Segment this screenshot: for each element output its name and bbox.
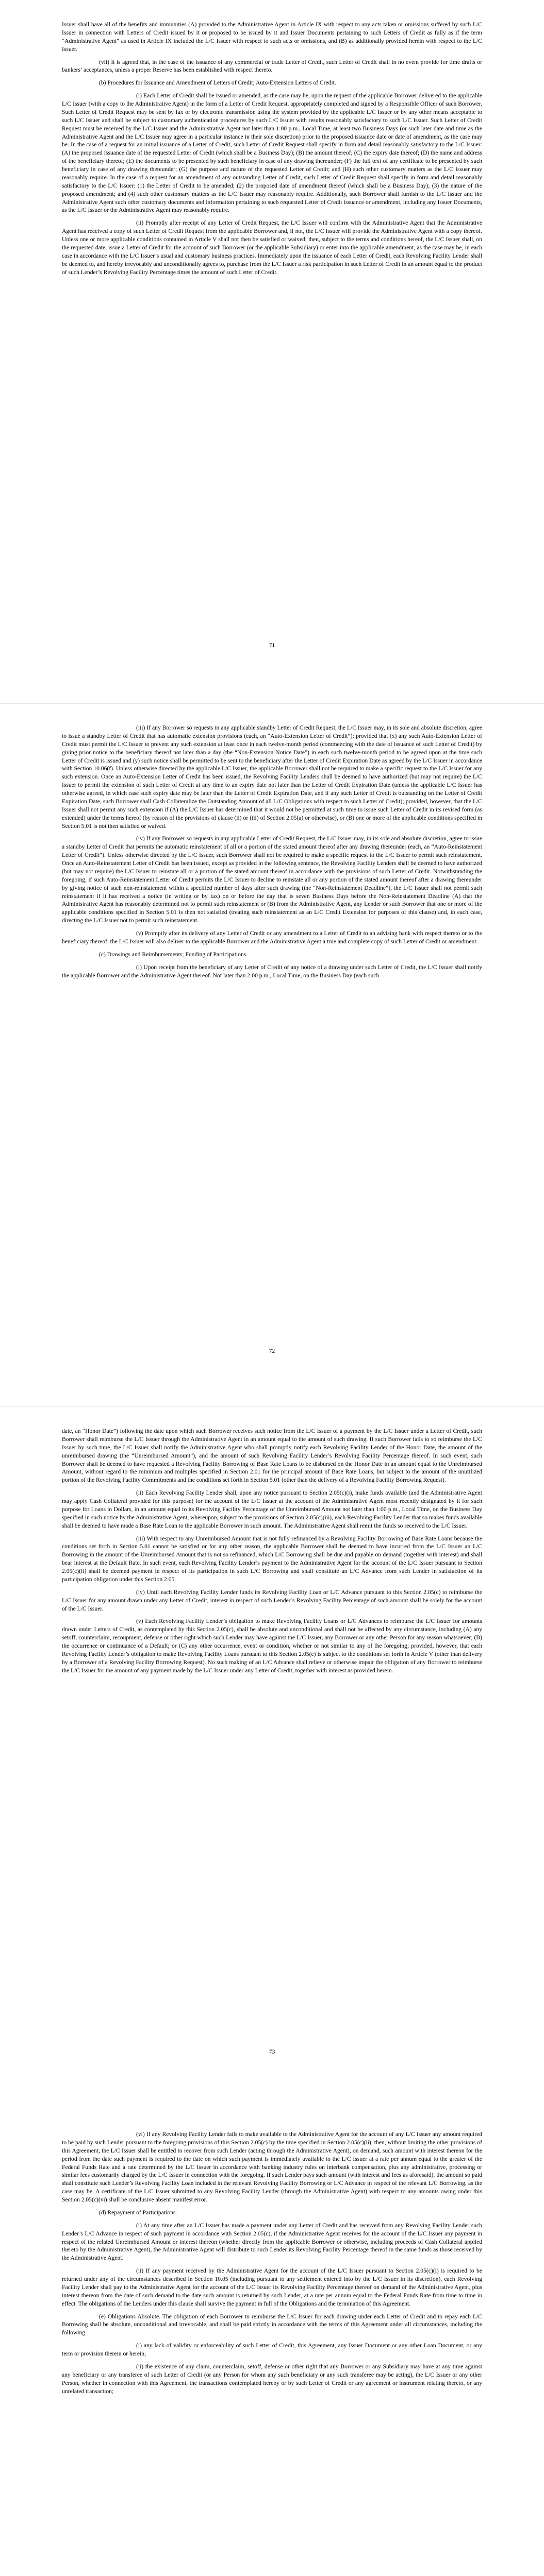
paragraph: (vi) If any Revolving Facility Lender fails to make available to the Administrative Agent for the account of any L/C Issuer any amount required to be paid by such Lender pursuant to the foregoing provisions of this Section 2.05(c) by the time specified in Section 2.05(c)(ii), then, without limiting the other provisions of this Agreement, the L/C Issuer shall be entitled to recover from such Lender (acting through the Administrative Agent), on demand, such amount with interest thereon for the period from the date such payment is required to the date on which such payment is immediately available to the L/C Issuer at a rate per annum equal to the greater of the Federal Funds Rate and a rate determined by the L/C Issuer in accordance with banking industry rules on interbank compensation, plus any administrative, processing or similar fees customarily charged by the L/C Issuer in connection with the foregoing. If such Lender pays such amount (with interest and fees as aforesaid), the amount so paid shall constitute such Lender’s Revolving Facility Loan included in the relevant Revolving Facility Borrowing or L/C Advance in respect of the relevant L/C Borrowing, as the case may be. A certificate of the L/C Issuer submitted to any Revolving Facility Lender (through the Administrative Agent) with respect to any amounts owing under this Section 2.05(c)(vi) shall be conclusive absent manifest error. — [62, 2131, 482, 2203]
paragraph: (iv) If any Borrower so requests in any applicable Letter of Credit Request, the L/C Issuer may, in its sole and absolute discretion, agree to issue a standby Letter of Credit that permits the automatic reinstatement of all or a portion of the stated amount thereof after any drawing thereunder (each, an “Auto-Reinstatement Letter of Credit”). Unless otherwise directed by the L/C Issuer, such Borrower shall not be required to make a specific request to the L/C Issuer to permit such reinstatement. Once an Auto-Reinstatement Letter of Credit has been issued, except as provided in the following sentence, the Revolving Facility Lenders shall be deemed to have authorized (but may not require) the L/C Issuer to reinstate all or a portion of the stated amount thereof in accordance with the provisions of such Letter of Credit. Notwithstanding the foregoing, if such Auto-Reinstatement Letter of Credit permits the L/C Issuer to decline to reinstate all or any portion of the stated amount thereof after a drawing thereunder by giving notice of such non-reinstatement within a specified number of days after such drawing (the “Non-Reinstatement Deadline”), the L/C Issuer shall not permit such reinstatement if it has received a notice (in writing or by fax) on or before the day that is seven Business Days before the Non-Reinstatement Deadline (A) that the Administrative Agent has reasonably determined not to permit such reinstatement or (B) from the Administrative Agent, any Lender or such Borrower that one or more of the applicable conditions specified in Section 5.01 is then not satisfied (treating such reinstatement as an L/C Credit Extension for purposes of this clause) and, in each case, directing the L/C Issuer not to permit such reinstatement. — [62, 835, 482, 924]
paragraph: (iii) With respect to any Unreimbursed Amount that is not fully refinanced by a Revolving Facility Borrowing of Base Rate Loans because the conditions set forth in Section 5.01 cannot be satisfied or for any other reason, the applicable Borrower shall be deemed to have incurred from the L/C Issuer an L/C Borrowing in the amount of the Unreimbursed Amount that is not so refinanced, which L/C Borrowing shall be due and payable on demand (together with interest) and shall bear interest at the Default Rate. In such event, each Revolving Facility Lender’s payment to the Administrative Agent for the account of the L/C Issuer pursuant to Section 2.05(c)(ii) shall be deemed payment in respect of its participation in such L/C Borrowing and shall constitute an L/C Advance from such Lender in satisfaction of its participation obligation under this Section 2.05. — [62, 1535, 482, 1583]
paragraph: date, an “Honor Date”) following the date upon which such Borrower receives such notice from the L/C Issuer of a payment by the L/C Issuer under a Letter of Credit, such Borrower shall reimburse the L/C Issuer through the Administrative Agent in an amount equal to the amount of such drawing. If such Borrower fails to so reimburse the L/C Issuer by such time, the L/C Issuer shall notify the Administrative Agent who shall promptly notify each Revolving Facility Lender of the Honor Date, the amount of the unreimbursed drawing (the “Unreimbursed Amount”), and the amount of such Revolving Facility Lender’s Revolving Facility Percentage thereof. In such event, such Borrower shall be deemed to have requested a Revolving Facility Borrowing of Base Rate Loans to be disbursed on the Honor Date in an amount equal to the Unreimbursed Amount, without regard to the minimum and multiples specified in Section 2.01 for the principal amount of Base Rate Loans, but subject to the amount of the unutilized portion of the Revolving Facility Commitments and the conditions set forth in Section 5.01 (other than the delivery of a Revolving Facility Borrowing Request). — [62, 1428, 482, 1484]
paragraph: Issuer shall have all of the benefits and immunities (A) provided to the Administrative Agent in Article IX with respect to any acts taken or omissions suffered by such L/C Issuer in connection with Letters of Credit issued by it or proposed to be issued by it and Issuer Documents pertaining to such Letters of Credit as fully as if the term “Administrative Agent” as used in Article IX included the L/C Issuer with respect to such acts or omissions, and (B) as additionally provided herein with respect to the L/C Issuer. — [62, 21, 482, 53]
paragraph: (v) Promptly after its delivery of any Letter of Credit or any amendment to a Letter of Credit to an advising bank with respect thereto or to the beneficiary thereof, the L/C Issuer will also deliver to the applicable Borrower and the Administrative Agent a true and complete copy of such Letter of Credit or amendment. — [62, 930, 482, 945]
paragraph: (i) any lack of validity or enforceability of such Letter of Credit, this Agreement, any Issuer Document or any other Loan Document, or any term or provision therein or herein; — [62, 2342, 482, 2357]
paragraph: (v) Each Revolving Facility Lender’s obligation to make Revolving Facility Loans or L/C Advances to reimburse the L/C Issuer for amounts drawn under Letters of Credit, as contemplated by this Section 2.05(c), shall be absolute and unconditional and shall not be affected by any circumstance, including (A) any setoff, counterclaim, recoupment, defense or other right which such Lender may have against the L/C Issuer, any Borrower or any other Person for any reason whatsoever; (B) the occurrence or continuance of a Default; or (C) any other occurrence, event or condition, whether or not similar to any of the foregoing; provided, however, that each Revolving Facility Lender’s obligation to make Revolving Facility Loans pursuant to this Section 2.05(c) is subject to the conditions set forth in Article V (other than delivery by a Borrower of a Revolving Facility Borrowing Request). No such making of an L/C Advance shall relieve or otherwise impair the obligation of any Borrower to reimburse the L/C Issuer for the amount of any payment made by the L/C Issuer under any Letter of Credit, together with interest as provided herein. — [62, 1618, 482, 1674]
paragraph: (b) Procedures for Issuance and Amendment of Letters of Credit; Auto-Extension Letters of Credit. — [99, 79, 336, 87]
page-number: 71 — [269, 642, 275, 649]
paragraph: (e) Obligations Absolute. The obligation of each Borrower to reimburse the L/C Issuer for each drawing under each Letter of Credit and to repay each L/C Borrowing shall be absolute, unconditional and irrevocable, and shall be paid strictly in accordance with the terms of this Agreement under all circumstances, including the following: — [62, 2313, 482, 2336]
paragraph: (d) Repayment of Participations. — [99, 2209, 177, 2216]
paragraph: (c) Drawings and Reimbursements; Funding of Participations. — [99, 951, 248, 958]
paragraph: (vii) It is agreed that, in the case of the issuance of any commercial or trade Letter of Credit, such Letter of Credit shall in no event provide for time drafts or bankers’ acceptances, unless a proper Reserve has been established with respect thereto. — [62, 58, 482, 74]
paragraph: (ii) Promptly after receipt of any Letter of Credit Request, the L/C Issuer will confirm with the Administrative Agent that the Administrative Agent has received a copy of such Letter of Credit Request from the applicable Borrower and, if not, the L/C Issuer will provide the Administrative Agent with a copy thereof. Unless one or more applicable conditions contained in Article V shall not then be satisfied or waived, then, subject to the terms and conditions hereof, the L/C Issuer shall, on the requested date, issue a Letter of Credit for the account of such Borrower (or the applicable Subsidiary) or enter into the applicable amendment, as the case may be, in each case in accordance with the L/C Issuer’s usual and customary business practices. Immediately upon the issuance of each Letter of Credit, each Revolving Facility Lender shall be deemed to, and hereby irrevocably and unconditionally agrees to, purchase from the L/C Issuer a risk participation in such Letter of Credit in an amount equal to the product of such Lender’s Revolving Facility Percentage times the amount of such Letter of Credit. — [62, 219, 482, 276]
page-2 — [0, 703, 544, 1406]
paragraph: (i) Each Letter of Credit shall be issued or amended, as the case may be, upon the request of the applicable Borrower delivered to the applicable L/C Issuer (with a copy to the Administrative Agent) in the form of a Letter of Credit Request, appropriately completed and signed by a Responsible Officer of such Borrower. Such Letter of Credit Request may be sent by fax or by electronic transmission using the system provided by the applicable L/C Issuer or by any other means acceptable to such L/C Issuer and shall be subject to customary authentication procedures by such L/C Issuer with results reasonably satisfactory to such L/C Issuer. Such Letter of Credit Request must be received by the L/C Issuer and the Administrative Agent not later than 1:00 p.m., Local Time, at least two Business Days (or such later date and time as the Administrative Agent and the L/C Issuer may agree in a particular instance in their sole discretion) prior to the proposed issuance date or date of amendment, as the case may be. In the case of a request for an initial issuance of a Letter of Credit, such Letter of Credit Request shall specify in form and detail reasonably satisfactory to the L/C Issuer: (A) the proposed issuance date of the requested Letter of Credit (which shall be a Business Day); (B) the amount thereof; (C) the expiry date thereof; (D) the name and address of the beneficiary thereof; (E) the documents to be presented by such beneficiary in case of any drawing thereunder; (F) the full text of any certificate to be presented by such beneficiary in case of any drawing thereunder; (G) the purpose and nature of the requested Letter of Credit; and (H) such other customary matters as the L/C Issuer may reasonably require. In the case of a request for an amendment of any outstanding Letter of Credit, such Letter of Credit Request shall specify in form and detail reasonably satisfactory to the L/C Issuer: (1) the Letter of Credit to be amended; (2) the proposed date of amendment thereof (which shall be a Business Day); (3) the nature of the proposed amendment; and (4) such other customary matters as the L/C Issuer may reasonably require. Additionally, such Borrower shall furnish to the L/C Issuer and the Administrative Agent such other customary documents and information pertaining to such requested Letter of Credit issuance or amendment, including any Issuer Documents, as the L/C Issuer or the Administrative Agent may reasonably require. — [62, 92, 482, 214]
page-separator — [0, 703, 544, 704]
page-3 — [0, 1406, 544, 2110]
page-4 — [0, 2110, 544, 2576]
page-number: 73 — [269, 2048, 275, 2055]
page-1 — [0, 0, 544, 703]
page-separator — [0, 1406, 544, 1407]
paragraph: (ii) Each Revolving Facility Lender shall, upon any notice pursuant to Section 2.05(c)(i), make funds available (and the Administrative Agent may apply Cash Collateral provided for this purpose) for the account of the L/C Issuer at the account of the Administrative Agent most recently designated by it for such purpose for Loans in Dollars, in an amount equal to its Revolving Facility Percentage of the Unreimbursed Amount not later than 1:00 p.m., Local Time, on the Business Day specified in such notice by the Administrative Agent, whereupon, subject to the provisions of Section 2.05(c)(iii), each Revolving Facility Lender that so makes funds available shall be deemed to have made a Base Rate Loan to the applicable Borrower in such amount. The Administrative Agent shall remit the funds so received to the L/C Issuer. — [62, 1489, 482, 1529]
paragraph: (i) Upon receipt from the beneficiary of any Letter of Credit of any notice of a drawing under such Letter of Credit, the L/C Issuer shall notify the applicable Borrower and the Administrative Agent thereof. Not later than 2:00 p.m., Local Time, on the Business Day (each such — [62, 963, 482, 979]
paragraph: (ii) the existence of any claim, counterclaim, setoff, defense or other right that any Borrower or any Subsidiary may have at any time against any beneficiary or any transferee of such Letter of Credit (or any Person for whom any such beneficiary or any such transferee may be acting), the L/C Issuer or any other Person, whether in connection with this Agreement, the transactions contemplated hereby or by such Letter of Credit or any agreement or instrument relating thereto, or any unrelated transaction; — [62, 2363, 482, 2395]
paragraph: (iii) If any Borrower so requests in any applicable standby Letter of Credit Request, the L/C Issuer may, in its sole and absolute discretion, agree to issue a standby Letter of Credit that has automatic extension provisions (each, an “Auto-Extension Letter of Credit”); provided that (x) any such Auto-Extension Letter of Credit must permit the L/C Issuer to prevent any such extension at least once in each twelve-month period (commencing with the date of issuance of such Letter of Credit) by giving prior notice to the beneficiary thereof not later than a day (the “Non-Extension Notice Date”) in each such twelve-month period to be agreed upon at the time such Letter of Credit is issued and (y) such notice shall be permitted to be sent to the beneficiary after the Letter of Credit Expiration Date as agreed by the L/C Issuer in accordance with Section 10.06(f). Unless otherwise directed by the applicable L/C Issuer, the applicable Borrower shall not be required to make a specific request to the L/C Issuer for any such extension. Once an Auto-Extension Letter of Credit has been issued, the Revolving Facility Lenders shall be deemed to have authorized (but may not require) the L/C Issuer to permit the extension of such Letter of Credit at any time to an expiry date not later than the Letter of Credit Expiration Date (unless the applicable L/C Issuer has otherwise agreed, in which case such expiry date may be later than the Letter of Credit Expiration Date, and if any such Letter of Credit is outstanding on the Letter of Credit Expiration Date, such Borrower shall Cash Collateralize the Outstanding Amount of all L/C Obligations with respect to such Letter of Credit); provided, however, that the L/C Issuer shall not permit any such extension if (A) the L/C Issuer has determined that it would not be permitted at such time to issue such Letter of Credit in its revised form (as extended) under the terms hereof (by reason of the provisions of clause (ii) or (iii) of Section 2.05(a) or otherwise), or (B) one or more of the applicable conditions specified in Section 5.01 is not then satisfied or waived. — [62, 724, 482, 829]
page-number: 72 — [269, 1348, 275, 1354]
paragraph: (iv) Until each Revolving Facility Lender funds its Revolving Facility Loan or L/C Advance pursuant to this Section 2.05(c) to reimburse the L/C Issuer for any amount drawn under any Letter of Credit, interest in respect of such Lender’s Revolving Facility Percentage of such amount shall be solely for the account of the L/C Issuer. — [62, 1588, 482, 1612]
paragraph: (i) At any time after an L/C Issuer has made a payment under any Letter of Credit and has received from any Revolving Facility Lender such Lender’s L/C Advance in respect of such payment in accordance with Section 2.05(c), if the Administrative Agent receives for the account of the L/C Issuer any payment in respect of the related Unreimbursed Amount or interest thereon (whether directly from the applicable Borrower or otherwise, including proceeds of Cash Collateral applied thereto by the Administrative Agent), the Administrative Agent will distribute to such Lender its Revolving Facility Percentage thereof in the same funds as those received by the Administrative Agent. — [62, 2222, 482, 2262]
paragraph: (ii) If any payment received by the Administrative Agent for the account of the L/C Issuer pursuant to Section 2.05(c)(i) is required to be returned under any of the circumstances described in Section 10.05 (including pursuant to any settlement entered into by the L/C Issuer in its discretion), each Revolving Facility Lender shall pay to the Administrative Agent for the account of the L/C Issuer its Revolving Facility Percentage thereof on demand of the Administrative Agent, plus interest thereon from the date of such demand to the date such amount is returned by such Lender, at a rate per annum equal to the Federal Funds Rate from time to time in effect. The obligations of the Lenders under this clause shall survive the payment in full of the Obligations and the termination of this Agreement. — [62, 2267, 482, 2307]
